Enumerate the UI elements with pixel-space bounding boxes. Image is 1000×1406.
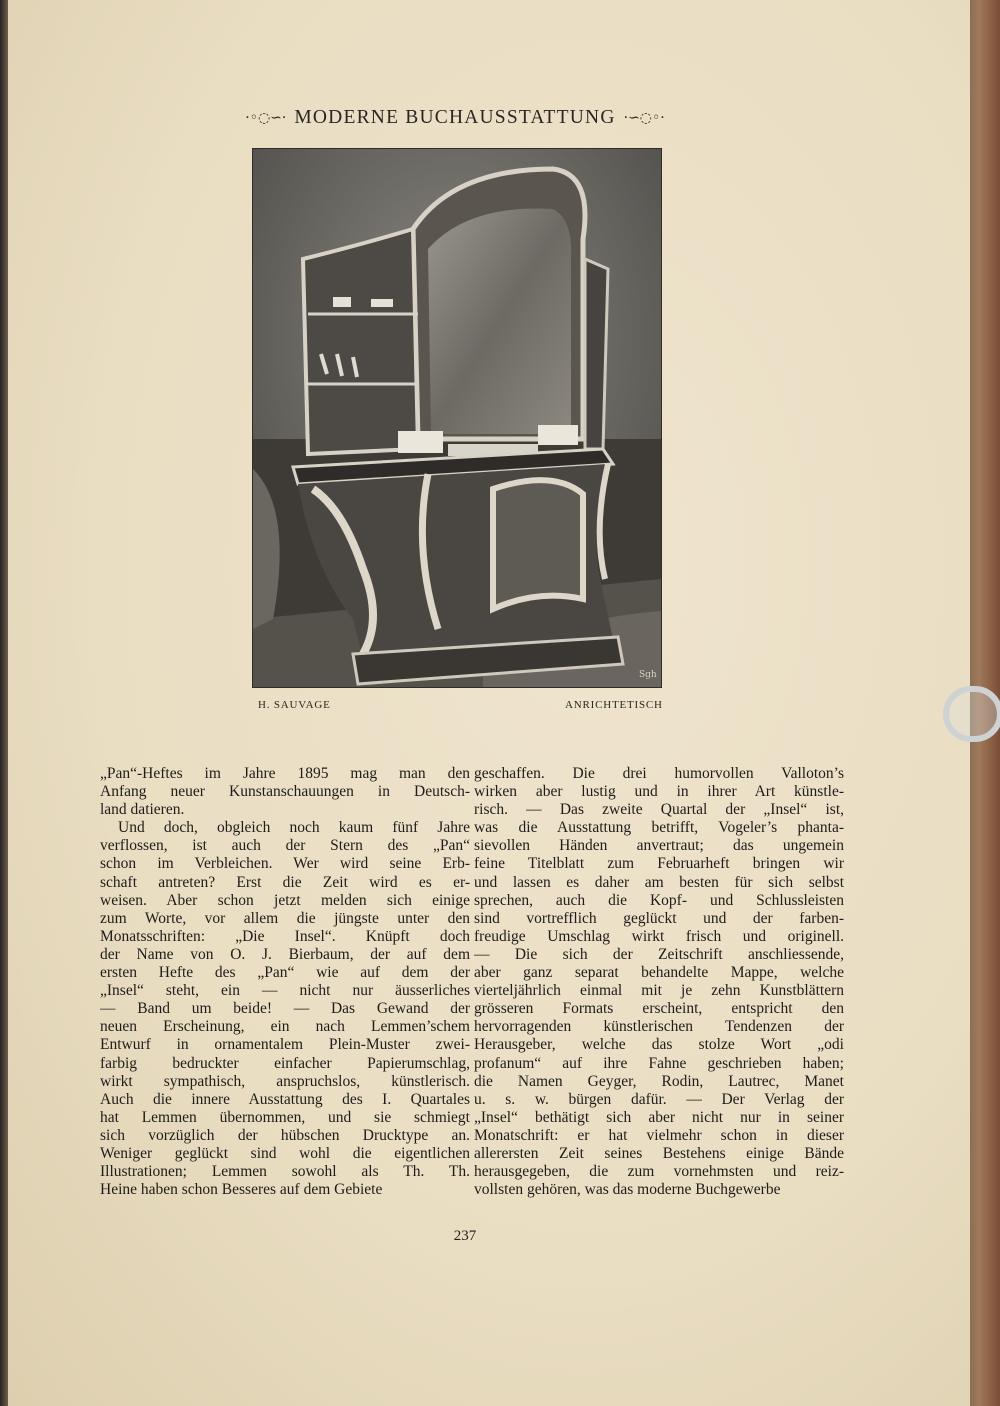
- header-ornament-right: ·∽◌◦·: [623, 110, 665, 126]
- text-line: aber ganz separat behandelte Mappe, welche: [474, 964, 844, 982]
- right-text-column: [474, 765, 844, 1199]
- text-line: Heine haben schon Besseres auf dem Gebiete: [100, 1181, 383, 1199]
- text-line: profanum“ auf ihre Fahne geschrieben haben;: [474, 1054, 844, 1072]
- text-line: Entwurf in ornamentalem Plein-Muster zwei-: [100, 1036, 470, 1054]
- text-line: hervorragenden künstlerischen Tendenzen der: [474, 1018, 844, 1036]
- text-line: wirken aber lustig und in ihrer Art künstle-: [474, 783, 844, 801]
- text-line: die Namen Geyger, Rodin, Lautrec, Manet: [474, 1072, 844, 1090]
- text-line: Illustrationen; Lemmen sowohl als Th. Th.: [100, 1163, 470, 1181]
- text-line: vollsten gehören, was das moderne Buchgewerbe: [474, 1181, 781, 1199]
- text-line: — Die sich der Zeitschrift anschliessende,: [474, 945, 844, 963]
- text-line: neuen Erscheinung, ein nach Lemmen’schem: [100, 1018, 470, 1036]
- text-line: sich vorzüglich der hübschen Drucktype an.: [100, 1126, 470, 1144]
- text-line: Anfang neuer Kunstanschauungen in Deutsch-: [100, 783, 470, 801]
- text-line: „Insel“ steht, ein — nicht nur äusserliches: [100, 982, 470, 1000]
- running-header: [220, 104, 690, 132]
- text-line: Monatsschriften: „Die Insel“. Knüpft doch: [100, 927, 470, 945]
- text-line: Weniger geglückt sind wohl die eigentlichen: [100, 1144, 470, 1162]
- page-number: 237: [453, 1228, 477, 1244]
- text-line: farbig bedruckter einfacher Papierumschlag,: [100, 1054, 470, 1072]
- text-line: verflossen, ist auch der Stern des „Pan“: [100, 837, 470, 855]
- text-line: schon im Verbleichen. Wer wird seine Erb-: [100, 855, 470, 873]
- text-line: und lassen es daher am besten für sich selbst: [474, 873, 844, 891]
- text-line: Monatschrift: er hat vielmehr schon in dieser: [474, 1126, 844, 1144]
- text-line: allerersten Zeit seines Bestehens einige Bände: [474, 1144, 844, 1162]
- text-line: Auch die innere Ausstattung des I. Quartales: [100, 1090, 470, 1108]
- text-line: Herausgeber, welche das stolze Wort „odi: [474, 1036, 844, 1054]
- text-line: sievollen Händen anvertraut; das ungemein: [474, 837, 844, 855]
- sideboard-illustration: [253, 149, 661, 687]
- text-line: sind vortrefflich geglückt und der farben-: [474, 909, 844, 927]
- text-line: weisen. Aber schon jetzt melden sich einige: [100, 891, 470, 909]
- text-line: grösseren Formats erscheint, entspricht den: [474, 1000, 844, 1018]
- text-line: zum Worte, vor allem die jüngste unter den: [100, 909, 470, 927]
- text-line: ersten Hefte des „Pan“ wie auf dem der: [100, 964, 470, 982]
- text-line: „Pan“-Heftes im Jahre 1895 mag man den: [100, 765, 470, 782]
- text-line: vierteljährlich einmal mit je zehn Kunstblättern: [474, 982, 844, 1000]
- text-line: risch. — Das zweite Quartal der „Insel“ ist,: [474, 801, 844, 819]
- text-line: sprechen, auch die Kopf- und Schlussleisten: [474, 891, 844, 909]
- paper-clip: [943, 686, 1000, 742]
- text-line: herausgegeben, die zum vornehmsten und reiz-: [474, 1163, 844, 1181]
- text-line: was die Ausstattung betrifft, Vogeler’s phanta-: [474, 819, 844, 837]
- figure-caption: ANRICHTETISCH: [565, 699, 663, 711]
- text-line: land datieren.: [100, 801, 185, 819]
- text-line: geschaffen. Die drei humorvollen Valloton’s: [474, 765, 844, 782]
- left-text-column: [100, 765, 470, 1199]
- text-line: freudige Umschlag wirkt frisch und originell.: [474, 927, 844, 945]
- page-title: MODERNE BUCHAUSSTATTUNG: [294, 107, 616, 128]
- text-line: „Insel“ bethätigt sich aber nicht nur in seiner: [474, 1108, 844, 1126]
- figure-artist: H. SAUVAGE: [258, 699, 331, 711]
- text-line: wirkt sympathisch, anspruchslos, künstlerisch.: [100, 1072, 470, 1090]
- sideboard-photograph: [252, 148, 662, 688]
- text-line: hat Lemmen übernommen, und sie schmiegt: [100, 1108, 470, 1126]
- text-line: u. s. w. bürgen dafür. — Der Verlag der: [474, 1090, 844, 1108]
- text-line: schaft antreten? Erst die Zeit wird es er-: [100, 873, 470, 891]
- photo-signature: Sgh: [639, 670, 657, 680]
- text-line: — Band um beide! — Das Gewand der: [100, 1000, 470, 1018]
- text-line: der Name von O. J. Bierbaum, der auf dem: [100, 945, 470, 963]
- header-ornament-left: ·◦◌∽·: [245, 110, 287, 126]
- text-line: Und doch, obgleich noch kaum fünf Jahre: [118, 819, 470, 837]
- text-line: feine Titelblatt zum Februarheft bringen wir: [474, 855, 844, 873]
- book-gutter: [0, 0, 8, 1406]
